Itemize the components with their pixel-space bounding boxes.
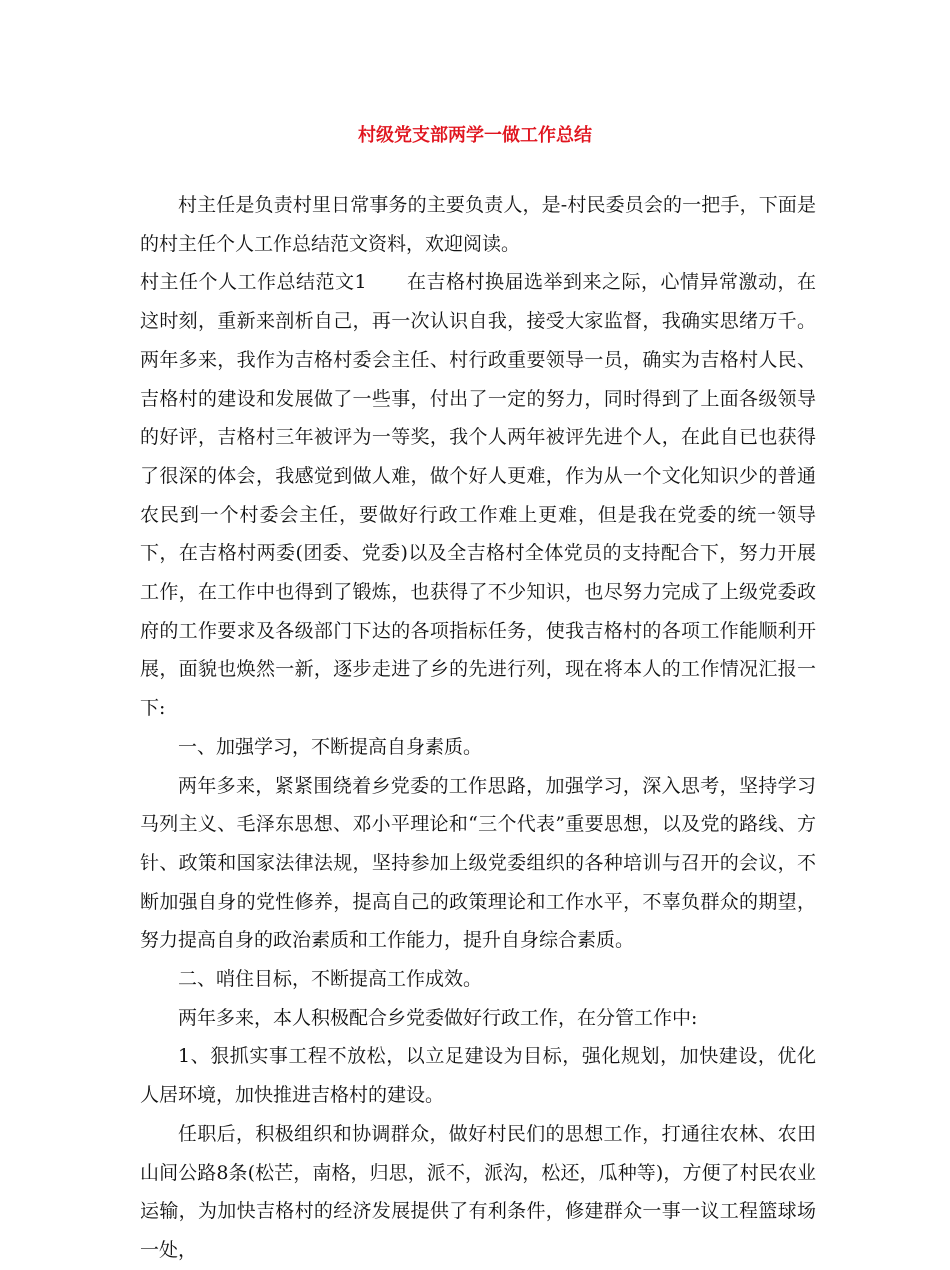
intro-paragraph: 村主任是负责村里日常事务的主要负责人，是-村民委员会的一把手，下面是的村主任个人工作总结范文资料，欢迎阅读。 [140,194,816,255]
list-item-1: 1、狠抓实事工程不放松，以立足建设为目标，强化规划，加快建设，优化人居环境，加快推进吉格村的建设。 [140,1045,816,1107]
section-paragraph-2: 两年多来，本人积极配合乡党委做好行政工作，在分管工作中: [178,1006,698,1029]
section-heading-1: 一、加强学习，不断提高自身素质。 [178,735,483,758]
sample-heading: 村主任个人工作总结范文1 [140,271,367,294]
section-paragraph-1: 两年多来，紧紧围绕着乡党委的工作思路，加强学习，深入思考，坚持学习马列主义、毛泽东思想、邓小平理论和“三个代表”重要思想，以及党的路线、方针、政策和国家法律法规，坚持参加上级党委组织的各种培训与召开的会议，不断加强自身的党性修养，提高自己的政策理论和工作水平，不辜负群众的期望，努力提高自身的政治素质和工作能力，提升自身综合素质。 [140,774,816,952]
section-heading-2: 二、哨住目标，不断提高工作成效。 [178,968,483,991]
section-paragraph-3: 任职后，积极组织和协调群众，做好村民们的思想工作，打通往农林、农田山间公路8条(松芒，南格，归思，派不，派沟，松还，瓜种等)，方便了村民农业运输，为加快吉格村的经济发展提供了有利条件，修建群众一事一议工程篮球场一处， [140,1122,816,1261]
sample-paragraph [140,263,816,727]
document-body [140,186,816,1270]
document-title: 村级党支部两学一做工作总结 [358,125,592,146]
sample-text: 在吉格村换届选举到来之际，心情异常激动，在这时刻，重新来剖析自己，再一次认识自我，接受大家监督，我确实思绪万千。两年多来，我作为吉格村委会主任、村行政重要领导一员，确实为吉格村人民、吉格村的建设和发展做了一些事，付出了一定的努力，同时得到了上面各级领导的好评，吉格村三年被评为一等奖，我个人两年被评先进个人，在此自已也获得了很深的体会，我感觉到做人难，做个好人更难，作为从一个文化知识少的普通农民到一个村委会主任，要做好行政工作难上更难，但是我在党委的统一领导下，在吉格村两委(团委、党委)以及全吉格村全体党员的支持配合下，努力开展工作，在工作中也得到了锻炼，也获得了不少知识，也尽努力完成了上级党委政府的工作要求及各级部门下达的各项指标任务，使我吉格村的各项工作能顺利开展，面貌也焕然一新，逐步走进了乡的先进行列，现在将本人的工作情况汇报一下: [140,271,816,720]
